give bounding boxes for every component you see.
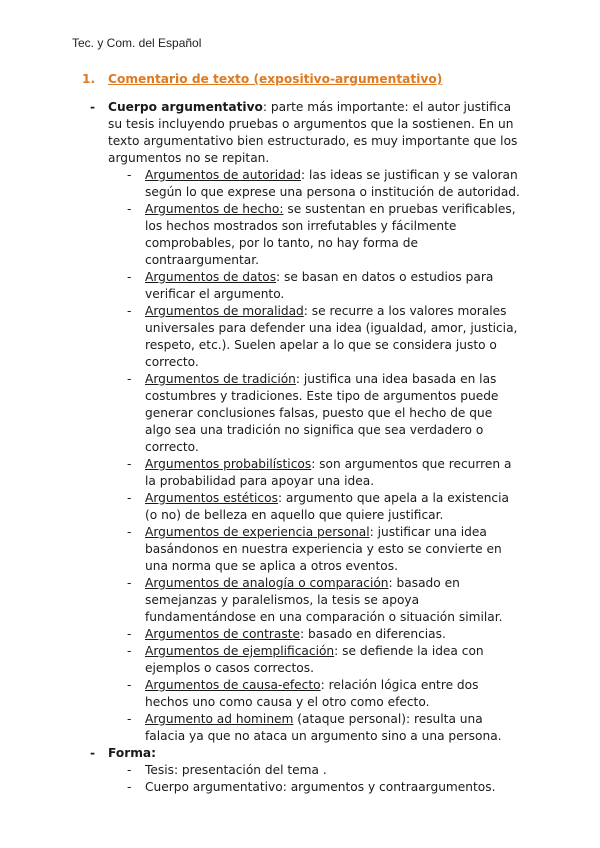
argument-item bbox=[127, 201, 520, 269]
bullet-dash: - bbox=[127, 304, 132, 318]
bullet-dash: - bbox=[127, 491, 132, 505]
section-title: Comentario de texto (expositivo-argumentativo) bbox=[108, 72, 443, 86]
argument-term: Argumentos de causa-efecto bbox=[145, 678, 321, 692]
bullet-dash: - bbox=[127, 525, 132, 539]
forma-item-text: Cuerpo argumentativo: argumentos y contraargumentos. bbox=[145, 780, 496, 794]
argument-term: Argumentos estéticos bbox=[145, 491, 278, 505]
argument-term: Argumentos de datos bbox=[145, 270, 277, 284]
argument-item bbox=[127, 490, 520, 524]
argument-description: : son argumentos que recurren a la probabilidad para apoyar una idea. bbox=[145, 457, 512, 488]
forma-item bbox=[127, 779, 520, 796]
argument-description: : relación lógica entre dos hechos uno como causa y el otro como efecto. bbox=[145, 678, 479, 709]
bullet-dash: - bbox=[127, 457, 132, 471]
bullet-dash: - bbox=[127, 712, 132, 726]
bullet-dash: - bbox=[127, 644, 132, 658]
bullet-dash: - bbox=[127, 763, 132, 777]
bullet-dash: - bbox=[127, 270, 132, 284]
bullet-dash: - bbox=[127, 202, 132, 216]
page-header: Tec. y Com. del Español bbox=[72, 36, 202, 50]
argument-description: (ataque personal): resulta una falacia ya que no ataca un argumento sino a una persona. bbox=[145, 712, 502, 743]
argument-item bbox=[127, 711, 520, 745]
cuerpo-title: Cuerpo argumentativo bbox=[108, 100, 263, 114]
argument-item bbox=[127, 626, 520, 643]
argument-term: Argumentos probabilísticos bbox=[145, 457, 312, 471]
bullet-dash: - bbox=[90, 746, 96, 760]
argument-description: : argumento que apela a la existencia (o no) de belleza en aquello que quiere justificar. bbox=[145, 491, 509, 522]
argument-term: Argumentos de moralidad bbox=[145, 304, 304, 318]
cuerpo-block bbox=[90, 99, 520, 167]
argument-description: : se recurre a los valores morales universales para defender una idea (igualdad, amor, justicia, respeto, etc.). Suelen apelar a lo que se considera justo o correcto. bbox=[145, 304, 518, 369]
bullet-dash: - bbox=[90, 100, 96, 114]
forma-item bbox=[127, 762, 520, 779]
bullet-dash: - bbox=[127, 372, 132, 386]
argument-term: Argumentos de tradición bbox=[145, 372, 296, 386]
argument-term: Argumentos de hecho: bbox=[145, 202, 284, 216]
bullet-dash: - bbox=[127, 627, 132, 641]
argument-item bbox=[127, 456, 520, 490]
argument-description: : se defiende la idea con ejemplos o casos correctos. bbox=[145, 644, 484, 675]
argument-item bbox=[127, 524, 520, 575]
forma-title: Forma: bbox=[108, 746, 157, 760]
argument-term: Argumentos de experiencia personal bbox=[145, 525, 370, 539]
argument-term: Argumentos de contraste bbox=[145, 627, 301, 641]
cuerpo-text: : parte más importante: el autor justifica su tesis incluyendo pruebas o argumentos que la sostienen. En un texto argumentativo bien estructurado, es muy importante que los argumentos no se repitan. bbox=[108, 100, 518, 165]
argument-item bbox=[127, 303, 520, 371]
argument-item bbox=[127, 575, 520, 626]
forma-list bbox=[90, 762, 520, 796]
forma-block bbox=[90, 745, 520, 762]
argument-item bbox=[127, 269, 520, 303]
section-number: 1. bbox=[82, 72, 96, 86]
bullet-dash: - bbox=[127, 168, 132, 182]
forma-item-text: Tesis: presentación del tema . bbox=[145, 763, 327, 777]
argument-term: Argumentos de autoridad bbox=[145, 168, 302, 182]
argument-item bbox=[127, 643, 520, 677]
argument-term: Argumento ad hominem bbox=[145, 712, 294, 726]
argument-description: : las ideas se justifican y se valoran según lo que exprese una persona o institución de autoridad. bbox=[145, 168, 520, 199]
bullet-dash: - bbox=[127, 780, 132, 794]
bullet-dash: - bbox=[127, 678, 132, 692]
section-heading bbox=[82, 72, 442, 86]
bullet-dash: - bbox=[127, 576, 132, 590]
argument-item bbox=[127, 167, 520, 201]
argument-list bbox=[90, 167, 520, 745]
argument-term: Argumentos de analogía o comparación bbox=[145, 576, 389, 590]
argument-description: : se basan en datos o estudios para verificar el argumento. bbox=[145, 270, 494, 301]
argument-term: Argumentos de ejemplificación bbox=[145, 644, 335, 658]
argument-description: : justificar una idea basándonos en nuestra experiencia y esto se convierte en una norma que se aplica a otros eventos. bbox=[145, 525, 502, 573]
document-body bbox=[90, 99, 520, 796]
argument-description: : justifica una idea basada en las costumbres y tradiciones. Este tipo de argumentos puede generar conclusiones falsas, puesto que el hecho de que algo sea una tradición no significa que sea verdadero o correcto. bbox=[145, 372, 499, 454]
argument-item bbox=[127, 371, 520, 456]
argument-description: : basado en semejanzas y paralelismos, la tesis se apoya fundamentándose en una comparación o situación similar. bbox=[145, 576, 503, 624]
argument-item bbox=[127, 677, 520, 711]
argument-description: : basado en diferencias. bbox=[300, 627, 446, 641]
argument-description: se sustentan en pruebas verificables, los hechos mostrados son irrefutables y fácilmente comprobables, por lo tanto, no hay forma de contraargumentar. bbox=[145, 202, 516, 267]
